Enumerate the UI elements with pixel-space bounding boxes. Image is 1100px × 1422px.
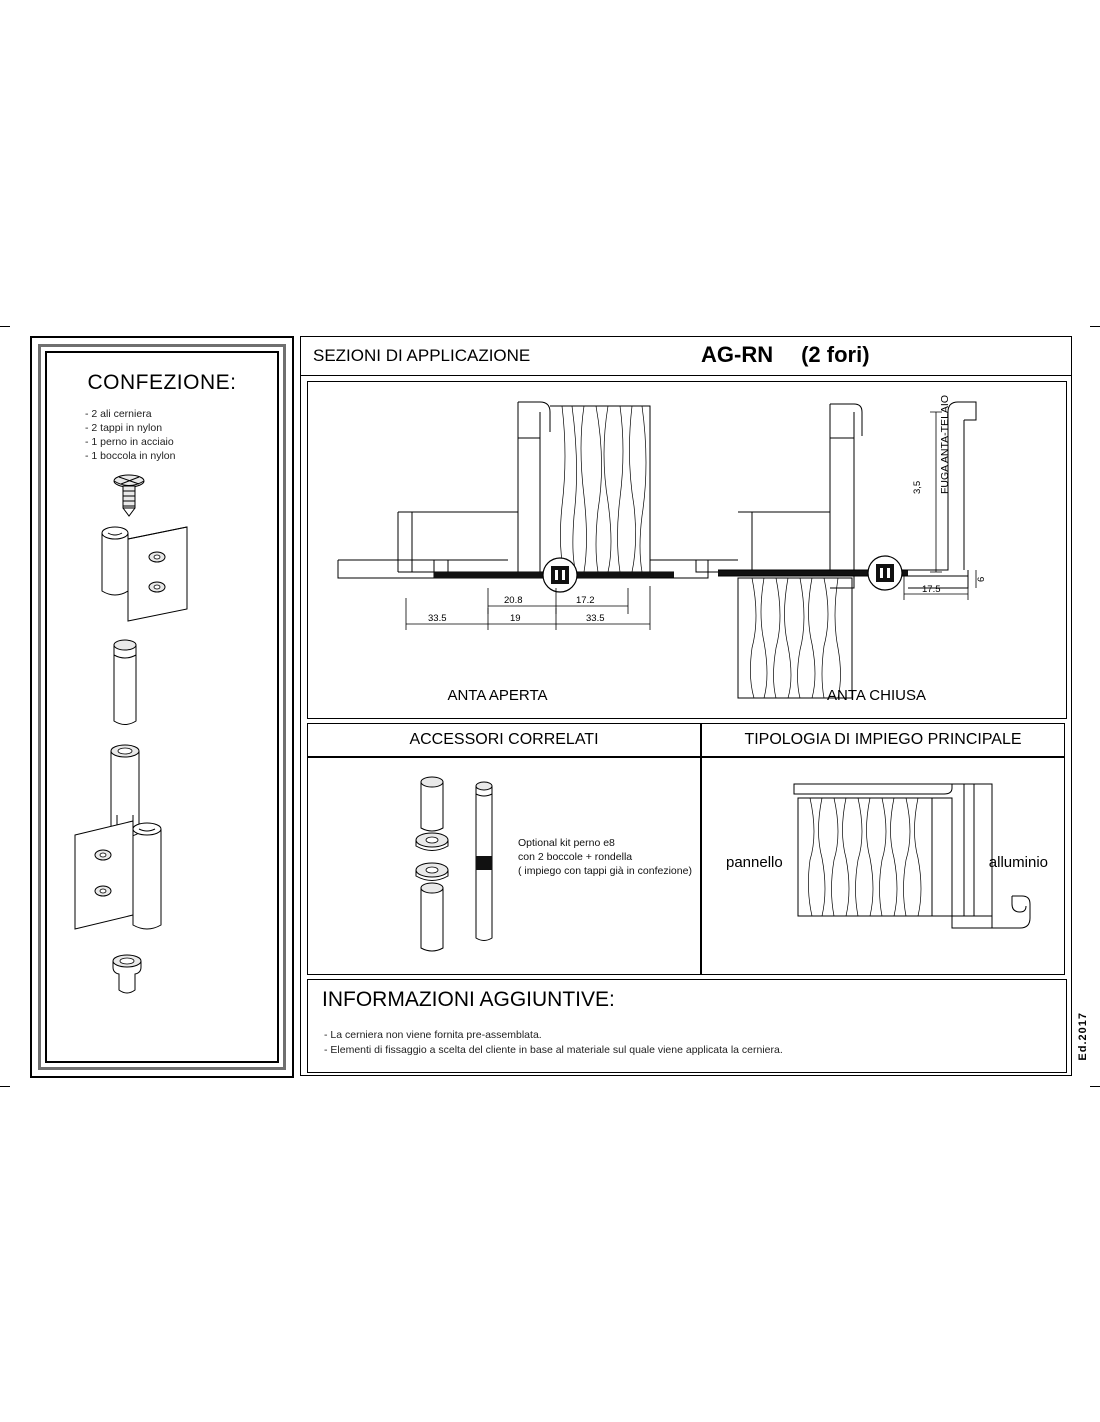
steel-pin [114, 640, 136, 725]
header-row [301, 337, 1071, 376]
note-line: ( impiego con tappi già in confezione) [518, 865, 692, 877]
additional-info-lines [324, 1028, 783, 1058]
section-anta-aperta [338, 402, 674, 630]
package-panel-inner-border [38, 344, 286, 1070]
package-panel-inner-border-2 [45, 351, 279, 1063]
caption-anta-chiusa: ANTA CHIUSA [827, 687, 926, 704]
additional-info-box [307, 979, 1067, 1073]
dimension-label: 17.2 [576, 595, 595, 606]
note-line: con 2 boccole + rondella [518, 851, 633, 863]
product-code-text: AG-RN [701, 342, 774, 367]
crop-mark-top-right [1090, 326, 1100, 327]
accessories-title: ACCESSORI CORRELATI [307, 723, 701, 757]
sheet-body [18, 330, 1089, 1082]
nylon-cap [113, 955, 141, 993]
dimension-label: 3,5 [912, 480, 923, 494]
package-items [85, 407, 175, 463]
edition-code: Ed.2017 [1077, 1012, 1089, 1061]
subsection-content [307, 757, 1065, 975]
typology-box [701, 757, 1065, 975]
accessories-box [307, 757, 701, 975]
typology-title: TIPOLOGIA DI IMPIEGO PRINCIPALE [701, 723, 1065, 757]
dimension-label: 19 [510, 613, 521, 624]
kit-pin-left [416, 777, 448, 951]
note-line: Optional kit perno e8 [518, 837, 615, 849]
list-item: - 2 tappi in nylon [85, 422, 163, 434]
package-panel [30, 336, 294, 1078]
dimension-label: 6 [976, 576, 987, 582]
info-line: - La cerniera non viene fornita pre-assemblata. [324, 1029, 542, 1041]
subsection-titles [307, 723, 1065, 757]
dimension-label: 17.5 [922, 584, 941, 595]
hinge-leaf-upper [102, 527, 187, 621]
list-item: - 1 perno in acciaio [85, 436, 174, 448]
fuga-anta-telaio-label: FUGA ANTA-TELAIO [939, 395, 951, 494]
product-code [701, 342, 870, 368]
dimension-label: 33.5 [586, 613, 605, 624]
screw-icon [114, 475, 144, 516]
hinge-leaf-lower [75, 821, 161, 929]
dimension-label: 20.8 [504, 595, 523, 606]
additional-info-title: INFORMAZIONI AGGIUNTIVE: [322, 988, 615, 1011]
sections-drawing [308, 382, 1064, 716]
list-item: - 2 ali cerniera [85, 408, 152, 420]
hinge-exploded-drawing [67, 463, 287, 1063]
kit-pin-right [476, 782, 492, 941]
package-title: CONFEZIONE: [87, 371, 237, 394]
application-sections [307, 381, 1067, 719]
main-table [300, 336, 1089, 1076]
label-alluminio: alluminio [988, 854, 1048, 871]
caption-anta-aperta: ANTA APERTA [447, 687, 548, 704]
product-variant-text: (2 fori) [801, 342, 870, 367]
list-item: - 1 boccola in nylon [85, 450, 176, 462]
section-title: SEZIONI DI APPLICAZIONE [313, 346, 531, 365]
accessories-note [518, 836, 692, 878]
label-pannello: pannello [726, 854, 783, 871]
dimension-label: 33.5 [428, 613, 447, 624]
crop-mark-top-left [0, 326, 10, 327]
crop-mark-bottom-right [1090, 1086, 1100, 1087]
crop-mark-bottom-left [0, 1086, 10, 1087]
info-line: - Elementi di fissaggio a scelta del cliente in base al materiale sul quale viene applicata la cerniera. [324, 1044, 783, 1056]
section-anta-chiusa [650, 395, 987, 698]
